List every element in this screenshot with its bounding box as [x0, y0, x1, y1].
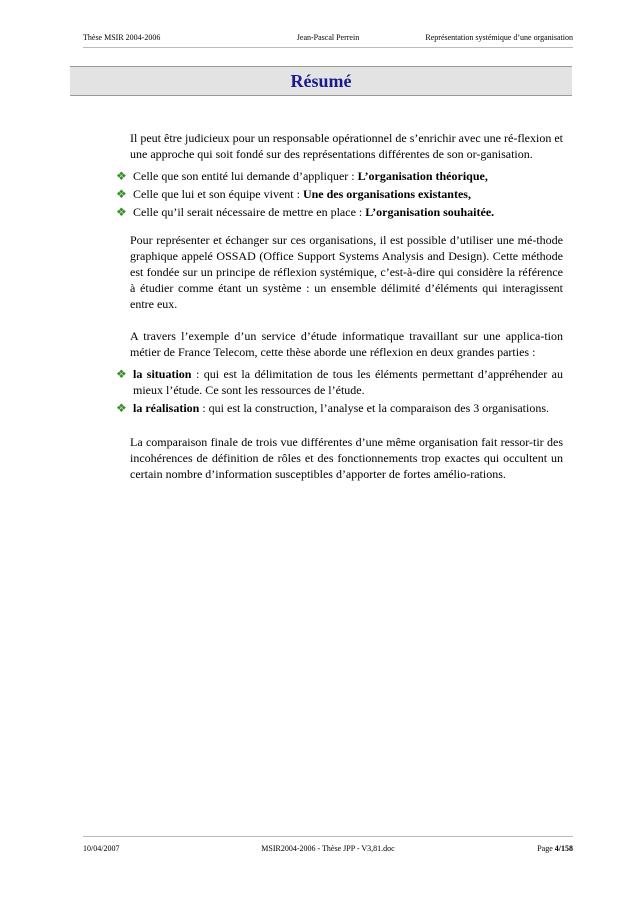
list-item	[116, 186, 563, 202]
bullet-diamond-icon: ❖	[116, 367, 127, 381]
ossad-paragraph: Pour représenter et échanger sur ces organisations, il est possible d’utiliser une mé-thode graphique appelé OSSAD (Office Support Systems Analysis and Design). Cette méthode est fondée sur un principe de réflexion systémique, c’est-à-dire qui considère la référence à étudier comme étant un système : un ensemble délimité d’éléments qui interagissent entre eux.	[130, 233, 563, 311]
list-item-text: : qui est la délimitation de tous les éléments permettant d’appréhender au mieux l’étude. Ce sont les ressources de l’étude.	[133, 367, 563, 397]
bullet-diamond-icon: ❖	[116, 401, 127, 415]
list-item	[116, 366, 563, 398]
bullet-diamond-icon: ❖	[116, 169, 127, 183]
document-body	[116, 130, 563, 482]
parts-list	[116, 366, 563, 416]
list-item-text: : qui est la construction, l’analyse et la comparaison des 3 organisations.	[199, 401, 550, 415]
list-item-bold: la réalisation	[133, 401, 200, 415]
conclusion-paragraph: La comparaison finale de trois vue différentes d’une même organisation fait ressor-tir des incohérences de définition de rôles et des fonctionnements trop exactes qui occultent un certain nombre d’information susceptibles d’apporter de fortes amélio-rations.	[130, 435, 563, 481]
list-item-bold: L’organisation théorique,	[357, 169, 488, 183]
footer-divider	[83, 836, 573, 837]
list-item-bold: L’organisation souhaitée.	[365, 205, 495, 219]
list-item	[116, 168, 563, 184]
header-divider	[83, 47, 573, 48]
list-item-bold: la situation	[133, 367, 192, 381]
thesis-paragraph: A travers l’exemple d’un service d’étude informatique travaillant sur une applica-tion métier de France Telecom, cette thèse aborde une réflexion en deux grandes parties :	[130, 329, 563, 359]
list-item-bold: Une des organisations existantes,	[302, 187, 471, 201]
list-item	[116, 400, 563, 416]
page-footer	[83, 844, 573, 854]
intro-paragraph: Il peut être judicieux pour un responsable opérationnel de s’enrichir avec une ré-flexion et une approche qui soit fondé sur des représentations différentes de son or-ganisation.	[130, 131, 563, 161]
page-title: Résumé	[290, 71, 352, 91]
header-center: Jean-Pascal Perrein	[296, 33, 360, 42]
list-item	[116, 204, 563, 220]
list-item-text: Celle que son entité lui demande d’appliquer :	[133, 169, 358, 183]
bullet-diamond-icon: ❖	[116, 187, 127, 201]
organisations-list	[116, 168, 563, 220]
footer-page-number	[537, 844, 573, 854]
list-item-text: Celle qu’il serait nécessaire de mettre en place :	[133, 205, 366, 219]
footer-date: 10/04/2007	[83, 844, 120, 853]
footer-filename: MSIR2004-2006 - Thèse JPP - V3,81.doc	[261, 844, 395, 853]
footer-page-prefix: Page	[537, 844, 555, 853]
page-header	[83, 33, 573, 43]
header-left: Thèse MSIR 2004-2006	[83, 33, 161, 42]
bullet-diamond-icon: ❖	[116, 205, 127, 219]
title-bar	[70, 66, 572, 96]
header-right: Représentation systémique d’une organisation	[425, 33, 573, 42]
footer-page-value: 4/158	[554, 844, 573, 853]
list-item-text: Celle que lui et son équipe vivent :	[133, 187, 303, 201]
